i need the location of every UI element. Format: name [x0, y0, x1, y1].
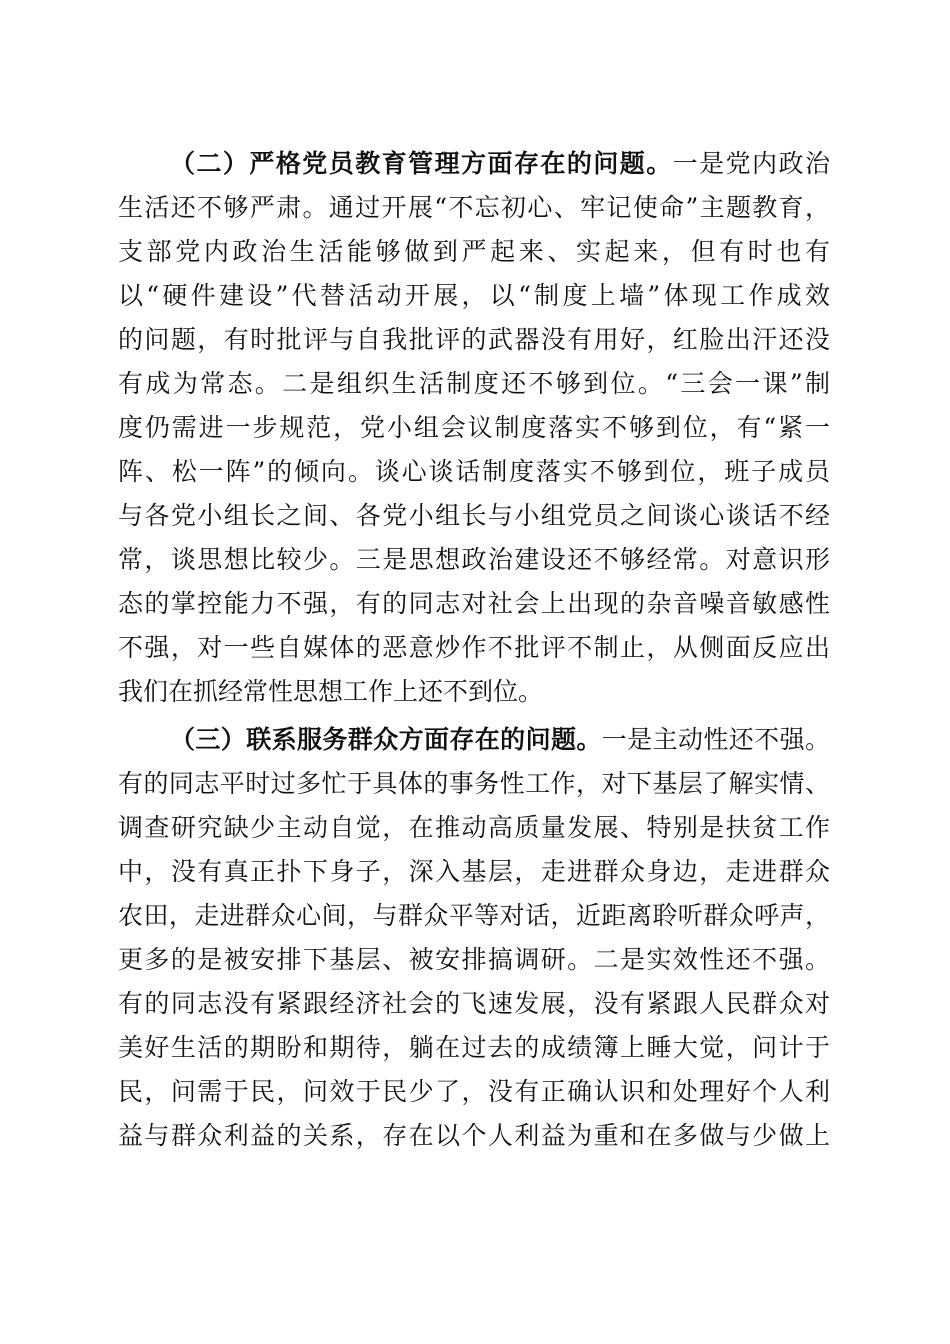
paragraph-line: 阵、松一阵”的倾向。谈心谈话制度落实不够到位，班子成员 — [118, 457, 830, 486]
paragraph-line: 有的同志没有紧跟经济社会的飞速发展，没有紧跟人民群众对 — [118, 989, 830, 1018]
paragraph-line: 更多的是被安排下基层、被安排搞调研。二是实效性还不强。 — [118, 945, 830, 974]
paragraph-line: 我们在抓经常性思想工作上还不到位。 — [118, 677, 544, 706]
paragraph-line: 生活还不够严肃。通过开展“不忘初心、牢记使命”主题教育， — [118, 193, 830, 222]
paragraph-text: 一是主动性还不强。 — [601, 725, 830, 754]
section-heading: （三）联系服务群众方面存在的问题。 — [170, 725, 602, 754]
paragraph-line: 的问题，有时批评与自我批评的武器没有用好，红脸出汗还没 — [118, 325, 830, 354]
section-heading: （二）严格党员教育管理方面存在的问题。 — [170, 149, 673, 178]
paragraph-line — [170, 142, 830, 186]
paragraph-line: 不强，对一些自媒体的恶意炒作不批评不制止，从侧面反应出 — [118, 633, 830, 662]
paragraph-line: 有的同志平时过多忙于具体的事务性工作，对下基层了解实情、 — [118, 769, 830, 798]
paragraph-line — [170, 718, 830, 762]
paragraph-line: 支部党内政治生活能够做到严起来、实起来，但有时也有 — [118, 237, 830, 266]
paragraph-line: 与各党小组长之间、各党小组长与小组党员之间谈心谈话不经 — [118, 501, 830, 530]
paragraph-line: 态的掌控能力不强，有的同志对社会上出现的杂音噪音敏感性 — [118, 589, 830, 618]
paragraph-line: 美好生活的期盼和期待，躺在过去的成绩簿上睡大觉，问计于 — [118, 1033, 830, 1062]
paragraph-line: 中，没有真正扑下身子，深入基层，走进群众身边，走进群众 — [118, 857, 830, 886]
paragraph-line: 农田，走进群众心间，与群众平等对话，近距离聆听群众呼声， — [118, 901, 830, 930]
paragraph-line: 常，谈思想比较少。三是思想政治建设还不够经常。对意识形 — [118, 545, 830, 574]
paragraph-line: 调查研究缺少主动自觉，在推动高质量发展、特别是扶贫工作 — [118, 813, 830, 842]
paragraph-line: 有成为常态。二是组织生活制度还不够到位。“三会一课”制 — [118, 369, 830, 398]
paragraph-line: 度仍需进一步规范，党小组会议制度落实不够到位，有“紧一 — [118, 413, 830, 442]
paragraph-text: 一是党内政治 — [672, 149, 830, 178]
paragraph-line: 以“硬件建设”代替活动开展，以“制度上墙”体现工作成效 — [118, 281, 830, 310]
paragraph-line: 民，问需于民，问效于民少了，没有正确认识和处理好个人利 — [118, 1077, 830, 1106]
paragraph-line: 益与群众利益的关系，存在以个人利益为重和在多做与少做上 — [118, 1121, 830, 1150]
